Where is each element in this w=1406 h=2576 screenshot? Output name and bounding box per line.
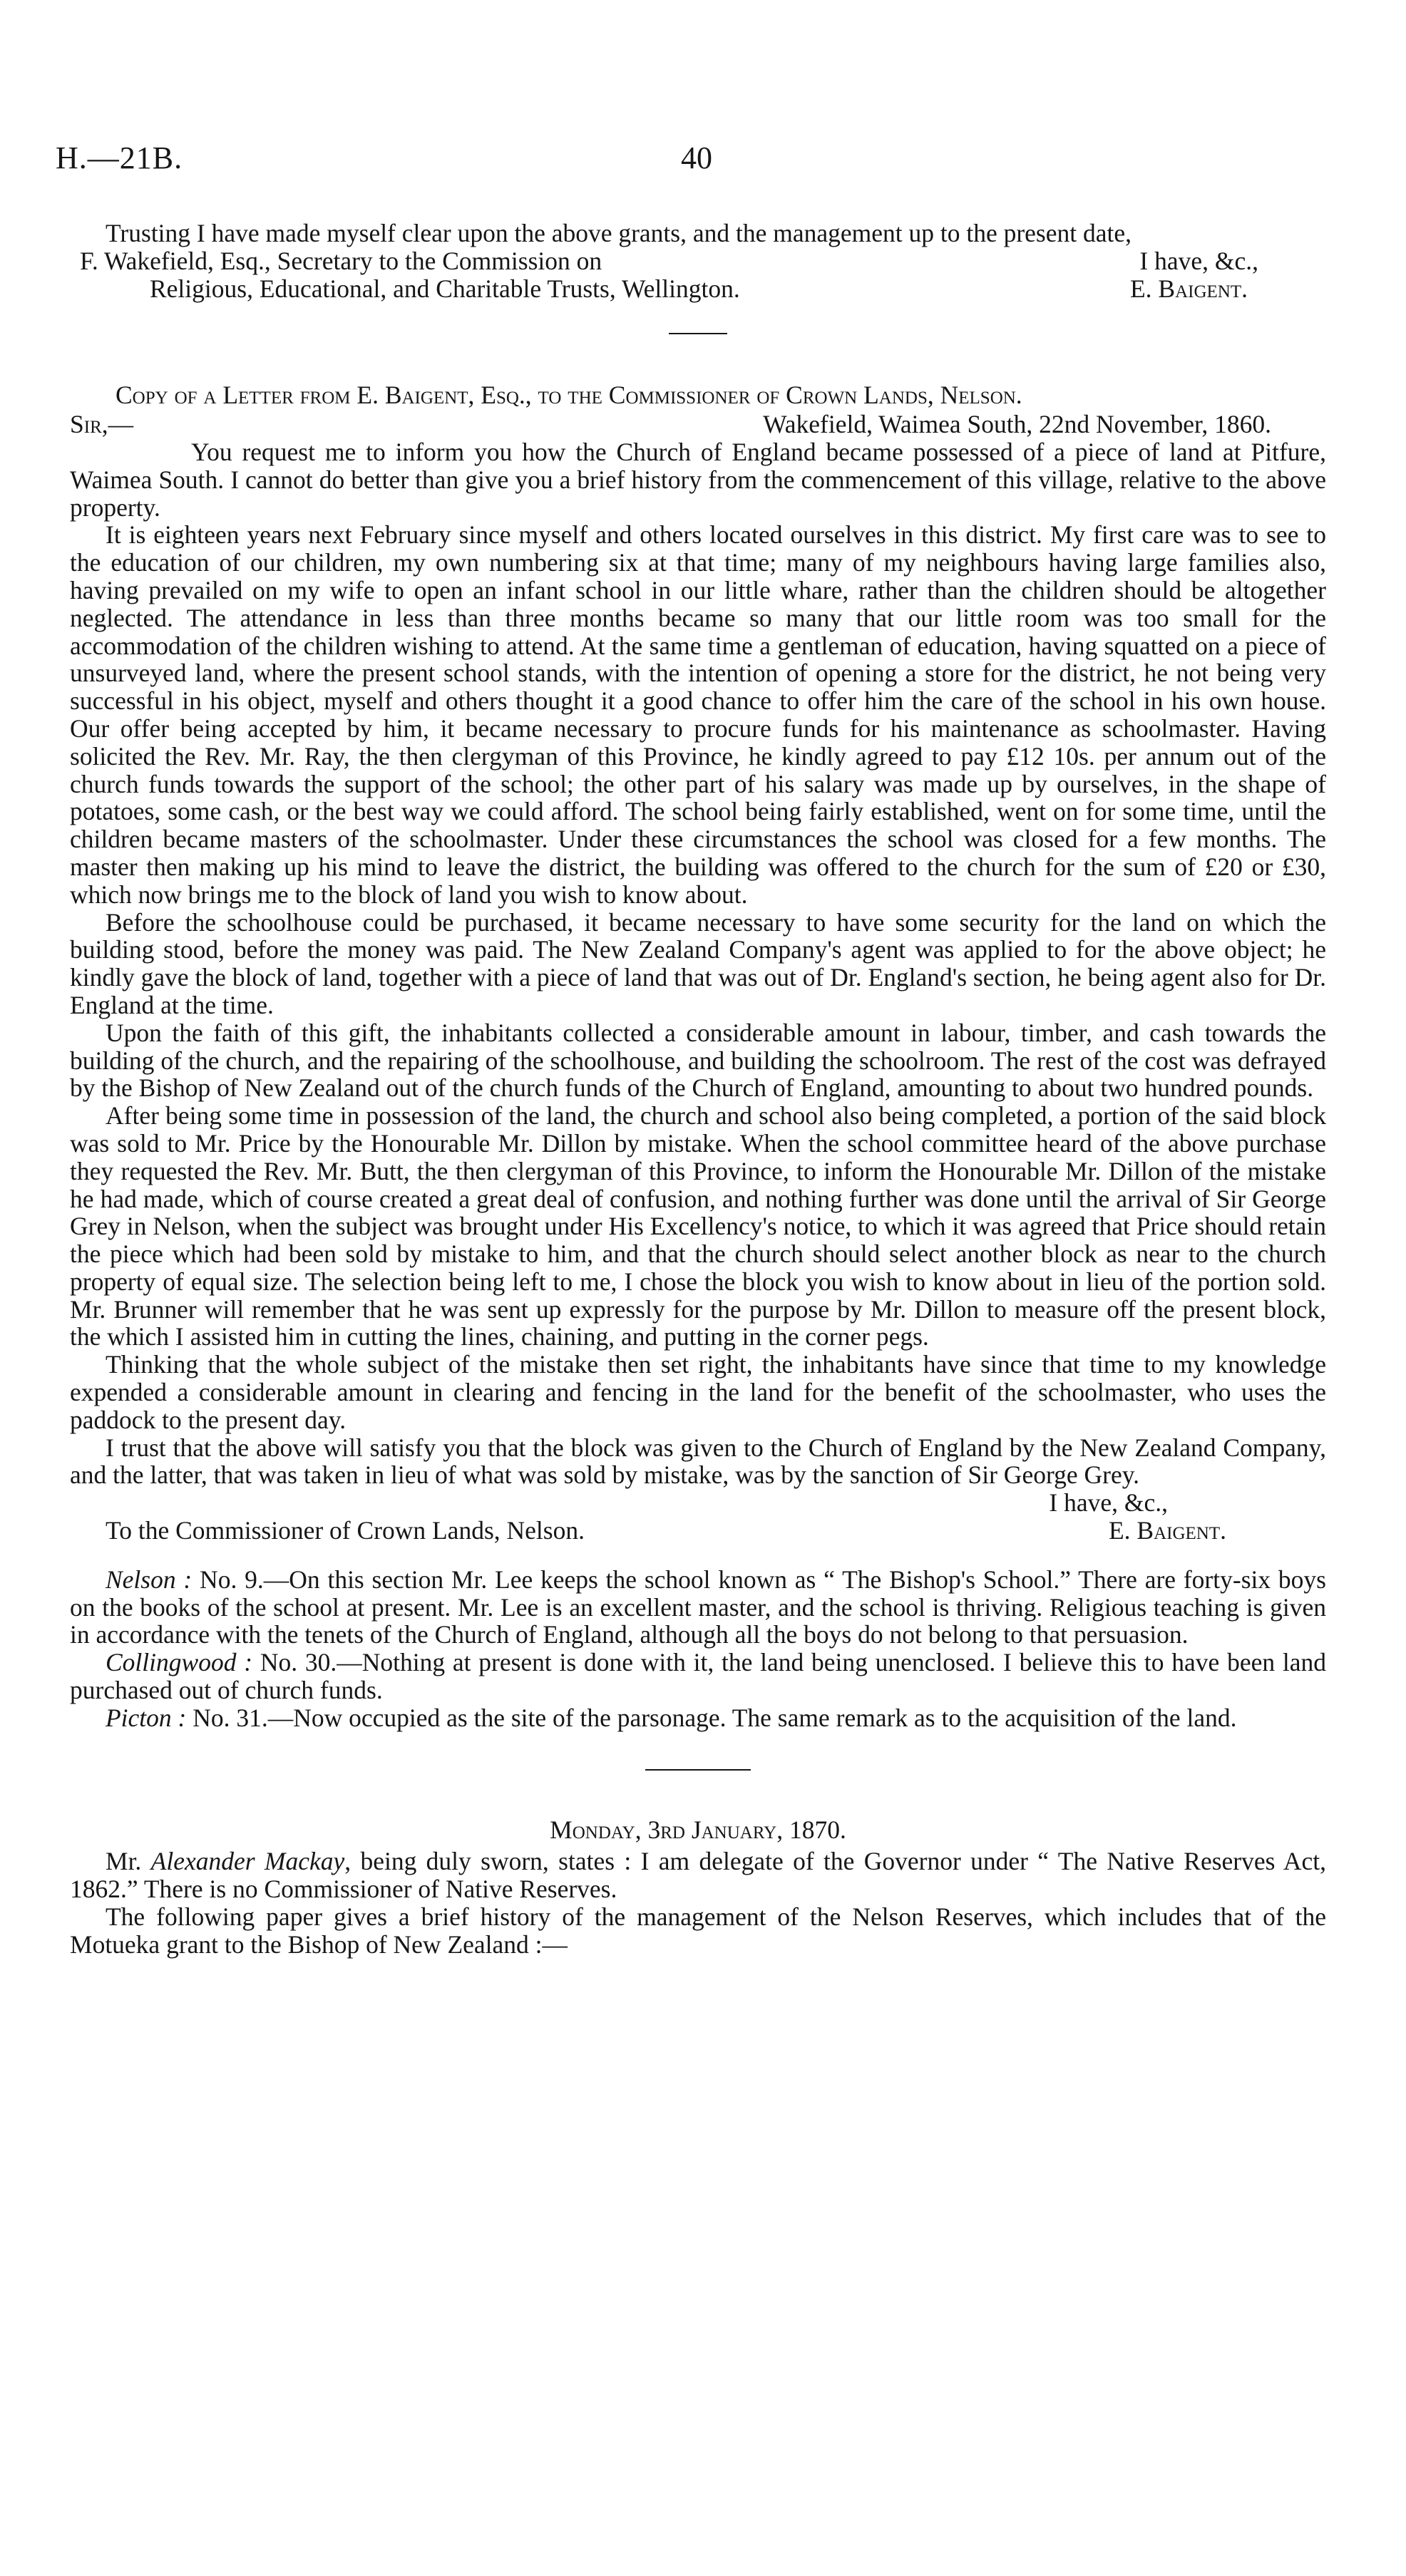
addressee: F. Wakefield, Esq., Secretary to the Commission on <box>80 246 602 275</box>
place-name: Collingwood : <box>106 1648 253 1677</box>
witness-name: Alexander Mackay <box>150 1847 345 1876</box>
note-text: No. 31.—Now occupied as the site of the parsonage. The same remark as to the acquisition of the land. <box>186 1703 1237 1732</box>
testimony-text: , being duly sworn, states : I am delegate of the Governor under “ The Native Reserves Act, 1862.” There is no Commissioner of Native Reserves. <box>70 1847 1326 1904</box>
testimony-paragraph <box>70 1848 1326 1903</box>
letter-date: Wakefield, Waimea South, 22nd November, 1860. <box>763 410 1271 439</box>
note-paragraph <box>70 1704 1326 1732</box>
addressee-continued: Religious, Educational, and Charitable Trusts, Wellington. <box>150 274 740 303</box>
testimony-paragraph: The following paper gives a brief history of the management of the Nelson Reserves, which includes that of the Motueka grant to the Bishop of New Zealand :— <box>70 1902 1326 1959</box>
letter-paragraph: It is eighteen years next February since myself and others located ourselves in this district. My first care was to see to the education of our children, my own numbering six at that time; many of my neighbours having large families also, having prevailed on my wife to open an infant school in our little whare, rather than the children should be altogether neglected. The attendance in less than three months became so many that our little room was too small for the accommodation of the children wishing to attend. At the same time a gentleman of education, having squatted on a piece of unsurveyed land, where the present school stands, with the intention of opening a store for the district, he not being very successful in his object, myself and others thought it a good chance to offer him the care of the school in his own house. Our offer being accepted by him, it became necessary to procure funds for his maintenance as schoolmaster. Having solicited the Rev. Mr. Ray, the then clergyman of this Province, he kindly agreed to pay £12 10s. per annum out of the church funds towards the support of the school; the other part of his salary was made up by ourselves, in the shape of potatoes, some cash, or the best way we could afford. The school being fairly established, went on for some time, until the children became masters of the schoolmaster. Under these circumstances the school was closed for a few months. The master then making up his mind to leave the district, the building was offered to the church for the sum of £20 or £30, which now brings me to the block of land you wish to know about. <box>70 520 1326 909</box>
address-line <box>70 275 1326 303</box>
letter-paragraph: You request me to inform you how the Church of England became possessed of a piece of land at Pitfure, Waimea South. I cannot do better than give you a brief history from the commencement of this village, relative to the above property. <box>70 437 1326 522</box>
document-reference: H.—21B. <box>56 140 183 175</box>
note-paragraph <box>70 1566 1326 1649</box>
note-text: No. 9.—On this section Mr. Lee keeps the school known as “ The Bishop's School.” There are forty-six boys on the books of the school at present. Mr. Lee is an excellent master, and the school is thriving. Religious teaching is given in accordance with the tenets of the Church of England, although all the boys do not belong to that persuasion. <box>70 1565 1326 1649</box>
page-number: 40 <box>681 140 712 175</box>
address-line <box>70 247 1326 275</box>
place-name: Picton : <box>106 1703 187 1732</box>
letter-signoff-line <box>70 1489 1326 1517</box>
section-divider <box>669 333 727 334</box>
letter-last-text: I trust that the above will satisfy you that the block was given to the Church of England by the New Zealand Company, and the latter, that was taken in lieu of what was sold by mistake, was by the sanction of Sir George Grey. <box>70 1433 1326 1490</box>
page-header <box>0 140 1406 190</box>
signature: E. Baigent. <box>1129 274 1248 303</box>
signature: E. Baigent. <box>1108 1516 1226 1545</box>
letter-paragraph: Thinking that the whole subject of the mistake then set right, the inhabitants have since that time to my knowledge expended a considerable amount in clearing and fencing in the land for the benefit of the schoolmaster, who uses the paddock to the present day. <box>70 1350 1326 1434</box>
letter-title: Copy of a Letter from E. Baigent, Esq., to the Commissioner of Crown Lands, Nelson. <box>116 381 1022 410</box>
closing-phrase: I have, &c., <box>1139 246 1258 275</box>
letter-recipient: To the Commissioner of Crown Lands, Nelson. <box>106 1516 585 1545</box>
letter-paragraph: After being some time in possession of the land, the church and school also being completed, a portion of the said block was sold to Mr. Price by the Honourable Mr. Dillon by mistake. When the school committee heard of the above purchase they requested the Rev. Mr. Butt, the then clergyman of this Province, to inform the Honourable Mr. Dillon of the mistake he had made, which of course created a great deal of confusion, and nothing further was done until the arrival of Sir George Grey in Nelson, when the subject was brought under His Excellency's notice, to which it was agreed that Price should retain the piece which had been sold by mistake to him, and that the church should select another block as near to the church property of equal size. The selection being left to me, I chose the block you wish to know about in lieu of the portion sold. Mr. Brunner will remember that he was sent up expressly for the purpose by Mr. Dillon to measure off the present block, the which I assisted him in cutting the lines, chaining, and putting in the corner pegs. <box>70 1101 1326 1351</box>
salutation: Sir,— <box>70 410 134 439</box>
closing-paragraph: Trusting I have made myself clear upon the above grants, and the management up to the present date, <box>106 219 1132 247</box>
salutation-line <box>70 411 1326 438</box>
letter-address-line <box>70 1517 1326 1545</box>
letter-paragraph: Before the schoolhouse could be purchased, it became necessary to have some security for the land on which the building stood, before the money was paid. The New Zealand Company's agent was applied to for the above object; he kindly gave the block of land, together with a piece of land that was out of Dr. England's section, he being agent also for Dr. England at the time. <box>70 907 1326 1019</box>
document-body <box>70 220 1326 1959</box>
section-divider <box>645 1769 751 1771</box>
note-text: No. 30.—Nothing at present is done with it, the land being unenclosed. I believe this to have been land purchased out of church funds. <box>70 1648 1326 1705</box>
note-paragraph <box>70 1649 1326 1704</box>
letter-paragraph <box>70 1434 1326 1490</box>
letter-paragraph: Upon the faith of this gift, the inhabitants collected a considerable amount in labour, timber, and cash towards the building of the church, and the repairing of the schoolhouse, and building the schoolroom. The rest of the cost was defrayed by the Bishop of New Zealand out of the church funds of the Church of England, amounting to about two hundred pounds. <box>70 1018 1326 1103</box>
place-name: Nelson : <box>106 1565 193 1594</box>
closing-phrase: I have, &c., <box>1049 1488 1168 1518</box>
testimony-prefix: Mr. <box>106 1847 151 1876</box>
section-heading: Monday, 3rd January, 1870. <box>550 1815 846 1844</box>
